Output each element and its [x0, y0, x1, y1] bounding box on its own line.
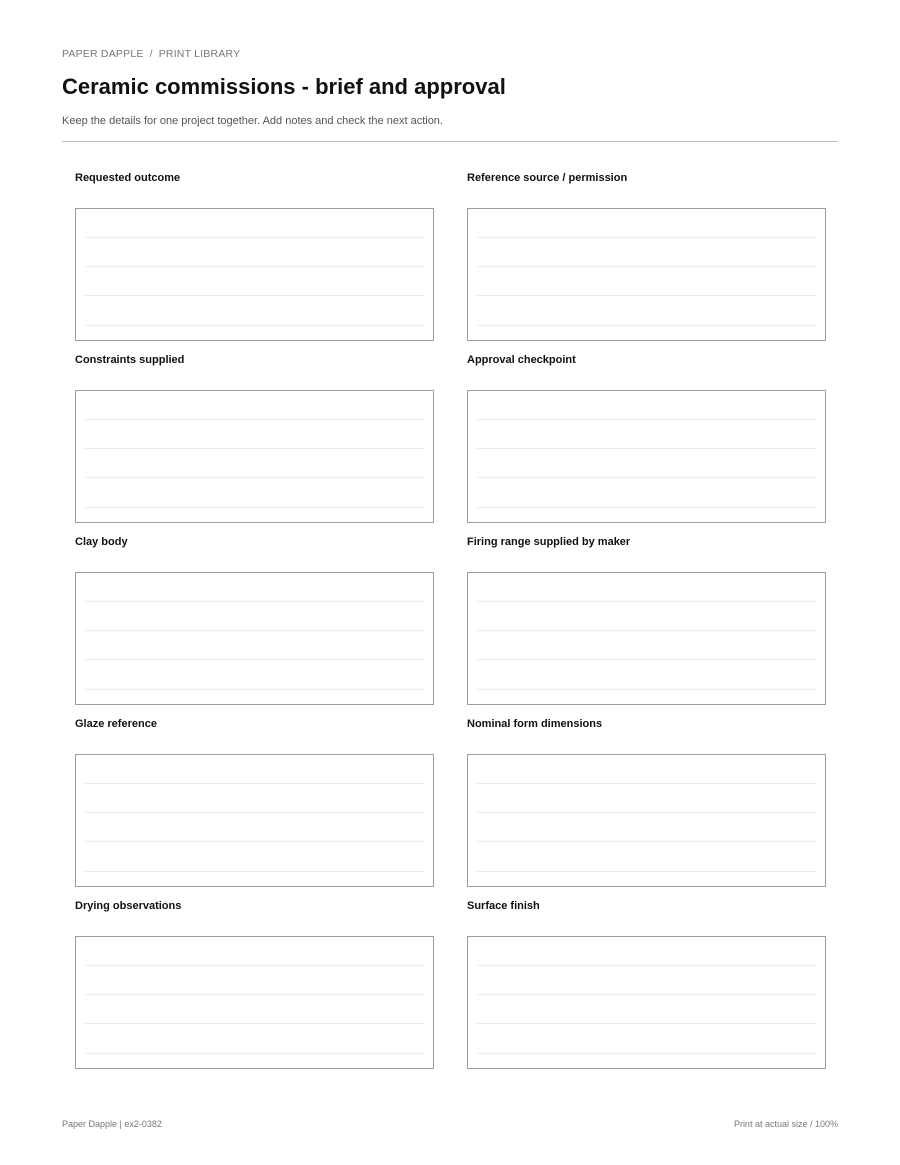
ruled-line — [85, 965, 424, 966]
page-subtitle: Keep the details for one project together. Add notes and check the next action. — [62, 115, 443, 127]
ruled-line — [477, 994, 816, 995]
field-firing-range — [467, 536, 826, 698]
note-box-firing-range[interactable] — [467, 572, 826, 705]
breadcrumb-item-paper-dapple[interactable]: PAPER DAPPLE — [62, 48, 144, 60]
ruled-line — [85, 1023, 424, 1024]
field-surface-finish — [467, 900, 826, 1062]
ruled-line — [85, 841, 424, 842]
ruled-line — [477, 601, 816, 602]
ruled-line — [85, 266, 424, 267]
field-label: Constraints supplied — [75, 354, 185, 366]
ruled-line — [85, 812, 424, 813]
note-box-drying-observations[interactable] — [75, 936, 434, 1069]
field-label: Drying observations — [75, 900, 182, 912]
note-box-clay-body[interactable] — [75, 572, 434, 705]
field-label: Glaze reference — [75, 718, 157, 730]
footer-print-note: Print at actual size / 100% — [733, 1119, 838, 1129]
ruled-line — [85, 630, 424, 631]
footer-document-id: Paper Dapple | ex2-0382 — [62, 1119, 162, 1129]
ruled-line — [477, 783, 816, 784]
field-label: Reference source / permission — [467, 172, 628, 184]
field-glaze-reference — [75, 718, 434, 880]
ruled-line — [477, 812, 816, 813]
field-label: Firing range supplied by maker — [467, 536, 631, 548]
header-divider — [62, 141, 838, 142]
note-box-reference-source[interactable] — [467, 208, 826, 341]
ruled-line — [85, 237, 424, 238]
field-label: Surface finish — [467, 900, 540, 912]
field-constraints-supplied — [75, 354, 434, 516]
breadcrumb — [62, 48, 240, 60]
field-reference-source — [467, 172, 826, 334]
ruled-line — [477, 448, 816, 449]
breadcrumb-separator: / — [149, 48, 153, 60]
ruled-line — [477, 237, 816, 238]
field-grid — [75, 172, 826, 1062]
field-approval-checkpoint — [467, 354, 826, 516]
field-label: Approval checkpoint — [467, 354, 576, 366]
ruled-line — [477, 630, 816, 631]
note-box-glaze-reference[interactable] — [75, 754, 434, 887]
ruled-line — [85, 994, 424, 995]
breadcrumb-item-print-library[interactable]: PRINT LIBRARY — [158, 48, 241, 60]
note-box-constraints-supplied[interactable] — [75, 390, 434, 523]
field-clay-body — [75, 536, 434, 698]
ruled-line — [477, 1023, 816, 1024]
field-nominal-form-dimensions — [467, 718, 826, 880]
field-label: Clay body — [75, 536, 128, 548]
note-box-surface-finish[interactable] — [467, 936, 826, 1069]
ruled-line — [85, 1053, 424, 1054]
field-requested-outcome — [75, 172, 434, 334]
ruled-line — [85, 659, 424, 660]
ruled-line — [85, 325, 424, 326]
ruled-line — [85, 689, 424, 690]
page-title: Ceramic commissions - brief and approval — [62, 74, 506, 99]
ruled-line — [85, 295, 424, 296]
note-box-nominal-form-dimensions[interactable] — [467, 754, 826, 887]
ruled-line — [85, 871, 424, 872]
ruled-line — [85, 448, 424, 449]
ruled-line — [477, 419, 816, 420]
note-box-approval-checkpoint[interactable] — [467, 390, 826, 523]
ruled-line — [85, 783, 424, 784]
ruled-line — [477, 266, 816, 267]
field-label: Nominal form dimensions — [467, 718, 603, 730]
ruled-line — [477, 325, 816, 326]
ruled-line — [85, 419, 424, 420]
field-drying-observations — [75, 900, 434, 1062]
ruled-line — [477, 871, 816, 872]
note-box-requested-outcome[interactable] — [75, 208, 434, 341]
ruled-line — [477, 477, 816, 478]
ruled-line — [85, 477, 424, 478]
ruled-line — [477, 1053, 816, 1054]
ruled-line — [477, 689, 816, 690]
ruled-line — [85, 507, 424, 508]
field-label: Requested outcome — [75, 172, 181, 184]
ruled-line — [477, 295, 816, 296]
ruled-line — [477, 507, 816, 508]
ruled-line — [477, 659, 816, 660]
ruled-line — [477, 965, 816, 966]
ruled-line — [85, 601, 424, 602]
ruled-line — [477, 841, 816, 842]
